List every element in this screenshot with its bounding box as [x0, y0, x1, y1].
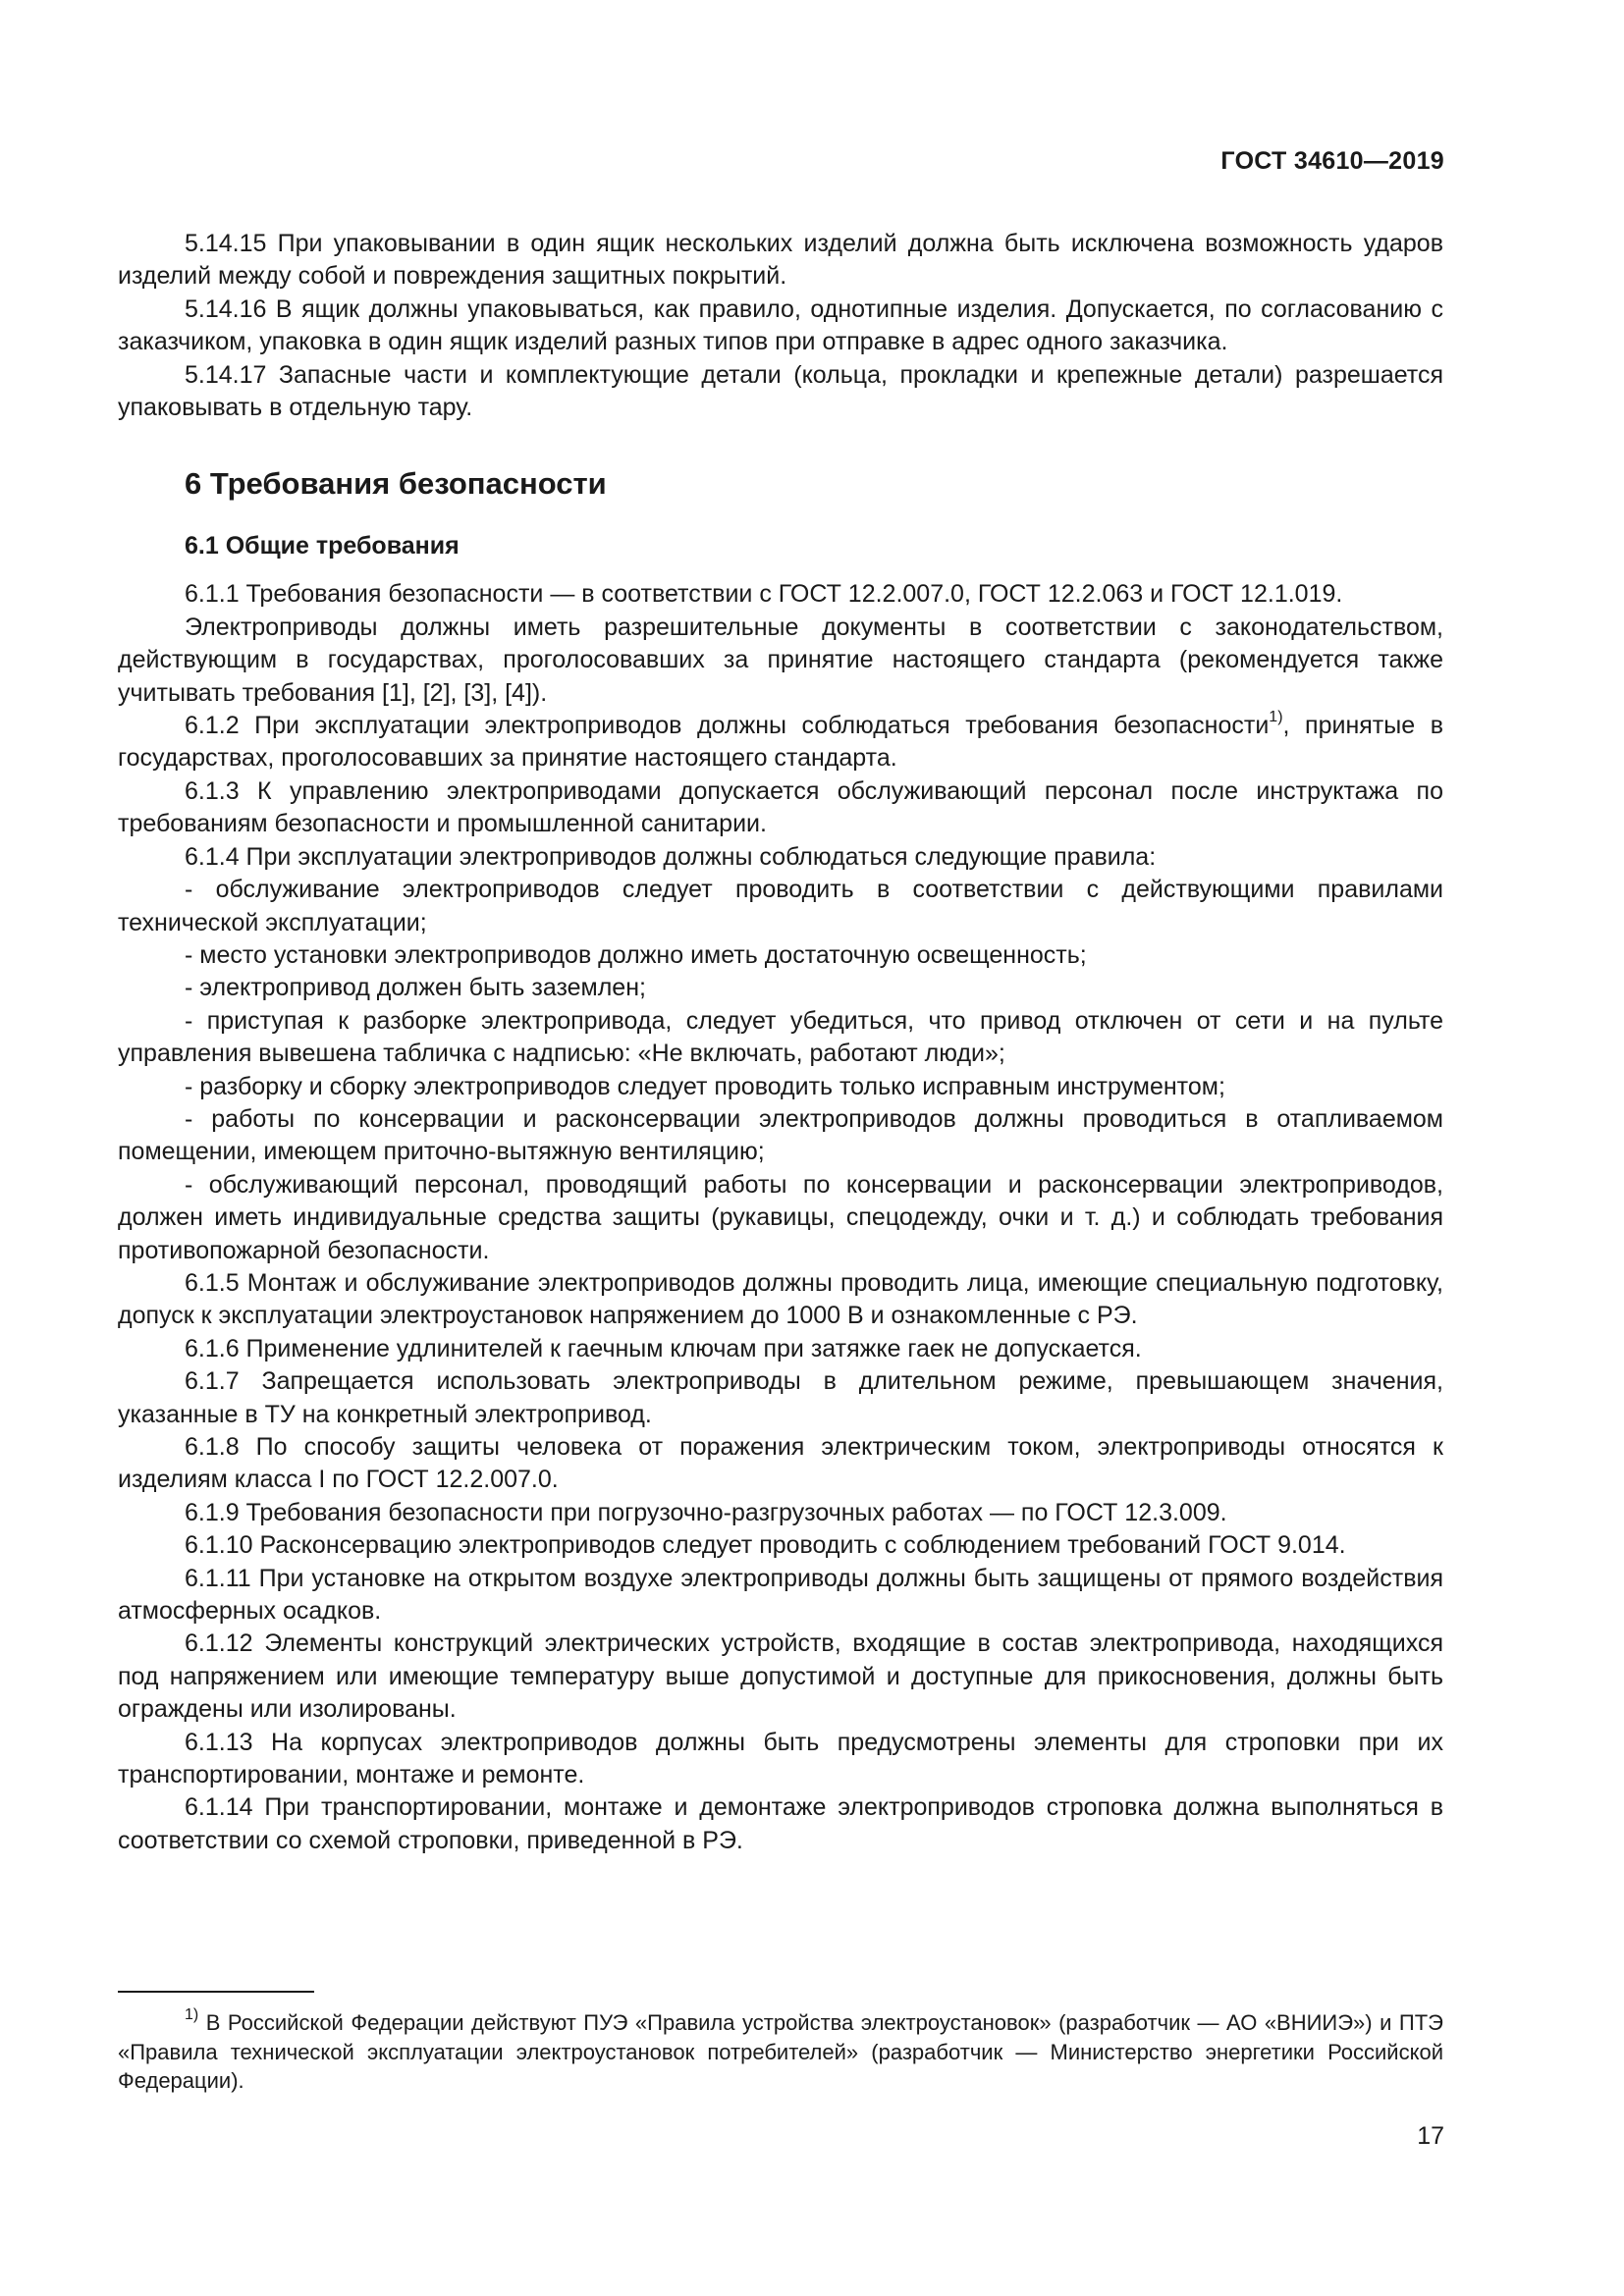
clause-paragraph-with-footnote: [118, 710, 1443, 775]
clause-paragraph: 6.1.6 Применение удлинителей к гаечным ключам при затяжке гаек не допускается.: [185, 1334, 1142, 1362]
clause-paragraph: 5.14.17 Запасные части и комплектующие детали (кольца, прокладки и крепежные детали) разрешается упаковывать в отдельную тару.: [118, 360, 1443, 422]
list-item: - работы по консервации и расконсервации электроприводов должны проводиться в отапливаемом помещении, имеющем приточно-вытяжную вентиляцию;: [118, 1104, 1443, 1166]
clause-paragraph: Электроприводы должны иметь разрешительные документы в соответствии с законодательством, действующим в государствах, проголосовавших за принятие настоящего стандарта (рекомендуется также учитывать требования [1], [2], [3], [4]).: [118, 613, 1443, 707]
clause-paragraph: 5.14.15 При упаковывании в один ящик нескольких изделий должна быть исключена возможность ударов изделий между собой и повреждения защитных покрытий.: [118, 230, 1443, 291]
clause-paragraph: 6.1.12 Элементы конструкций электрических устройств, входящие в состав электропривода, находящихся под напряжением или имеющие температуру выше допустимой и доступные для прикосновения, должны быть ограждены или изолированы.: [118, 1629, 1443, 1724]
document-code-header: ГОСТ 34610—2019: [1220, 147, 1444, 175]
list-item: - разборку и сборку электроприводов следует проводить только исправным инструментом;: [185, 1072, 1225, 1100]
clause-paragraph: 5.14.16 В ящик должны упаковываться, как правило, однотипные изделия. Допускается, по согласованию с заказчиком, упаковка в один ящик изделий разных типов при отправке в адрес одного заказчика.: [118, 294, 1443, 356]
clause-paragraph: 6.1.9 Требования безопасности при погрузочно-разгрузочных работах — по ГОСТ 12.3.009.: [185, 1498, 1227, 1526]
footnote-reference: 1): [1269, 708, 1283, 725]
clause-paragraph: 6.1.5 Монтаж и обслуживание электроприводов должны проводить лица, имеющие специальную подготовку, допуск к эксплуатации электроустановок напряжением до 1000 В и ознакомленные с РЭ.: [118, 1268, 1443, 1330]
footnote: [118, 2005, 1443, 2096]
clause-paragraph: 6.1.10 Расконсервацию электроприводов следует проводить с соблюдением требований ГОСТ 9.014.: [185, 1531, 1346, 1560]
clause-paragraph: 6.1.4 При эксплуатации электроприводов должны соблюдаться следующие правила:: [185, 842, 1157, 871]
subsection-title: 6.1 Общие требования: [185, 532, 460, 561]
footnote-marker: 1): [185, 2005, 199, 2023]
list-item: - обслуживание электроприводов следует проводить в соответствии с действующими правилами технической эксплуатации;: [118, 876, 1443, 936]
intro-clauses: [118, 228, 1443, 424]
clause-paragraph: 6.1.8 По способу защиты человека от поражения электрическим током, электроприводы относятся к изделиям класса I по ГОСТ 12.2.007.0.: [118, 1433, 1443, 1494]
clause-paragraph: 6.1.7 Запрещается использовать электроприводы в длительном режиме, превышающем значения, указанные в ТУ на конкретный электропривод.: [118, 1367, 1443, 1428]
list-item: - место установки электроприводов должно иметь достаточную освещенность;: [185, 940, 1087, 969]
clause-paragraph: 6.1.14 При транспортировании, монтаже и демонтаже электроприводов строповка должна выполняться в соответствии со схемой строповки, приведенной в РЭ.: [118, 1793, 1443, 1854]
clause-text: 6.1.2 При эксплуатации электроприводов должны соблюдаться требования безопасности: [185, 712, 1270, 740]
clause-paragraph: 6.1.1 Требования безопасности — в соответствии с ГОСТ 12.2.007.0, ГОСТ 12.2.063 и ГОСТ 12.1.019.: [185, 580, 1343, 609]
list-item: - приступая к разборке электропривода, следует убедиться, что привод отключен от сети и на пульте управления вывешена табличка с надписью: «Не включать, работают люди»;: [118, 1006, 1443, 1068]
main-text: [118, 228, 1443, 1857]
list-item: - обслуживающий персонал, проводящий работы по консервации и расконсервации электроприводов, должен иметь индивидуальные средства защиты (рукавицы, спецодежду, очки и т. д.) и соблюдать требования противопожарной безопасности.: [118, 1170, 1443, 1264]
clause-paragraph: 6.1.13 На корпусах электроприводов должны быть предусмотрены элементы для строповки при их транспортировании, монтаже и ремонте.: [118, 1728, 1443, 1789]
clause-paragraph: 6.1.11 При установке на открытом воздухе электроприводы должны быть защищены от прямого воздействия атмосферных осадков.: [118, 1564, 1443, 1626]
footnote-divider: [118, 1991, 314, 1993]
list-item: - электропривод должен быть заземлен;: [185, 974, 646, 1002]
footnote-text: В Российской Федерации действуют ПУЭ «Правила устройства электроустановок» (разработчик — АО «ВНИИЭ») и ПТЭ «Правила технической эксплуатации электроустановок потребителей» (разработчик — Министерство энергетики Российской Федерации).: [118, 2010, 1443, 2093]
footnote-paragraph: [118, 2005, 1443, 2096]
clause-paragraph: 6.1.3 К управлению электроприводами допускается обслуживающий персонал после инструктажа по требованиям безопасности и промышленной санитарии.: [118, 776, 1443, 838]
clause-text: , принятые в государствах, проголосовавших за принятие настоящего стандарта.: [118, 712, 1443, 773]
page-number: 17: [1417, 2122, 1444, 2150]
section-title: 6 Требования безопасности: [185, 466, 607, 502]
